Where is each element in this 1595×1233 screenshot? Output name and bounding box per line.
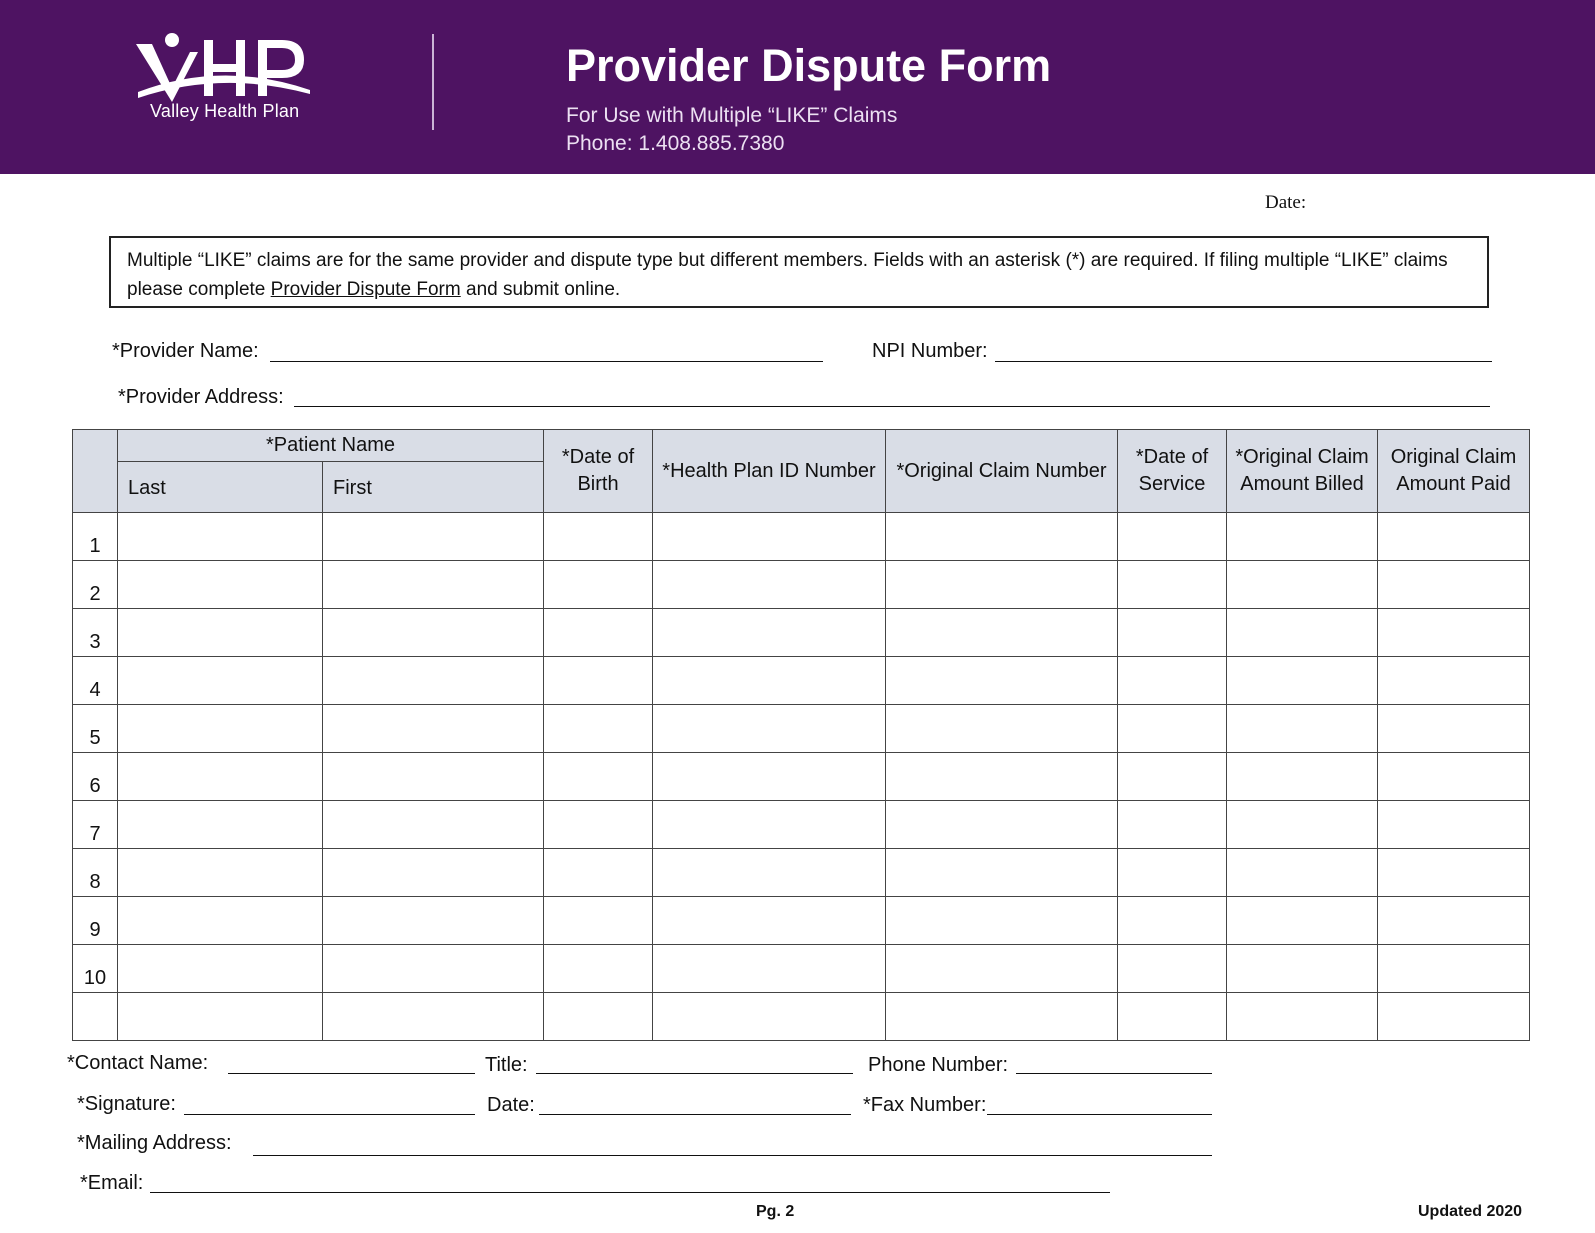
health-plan-id-cell[interactable] <box>653 561 886 609</box>
health-plan-id-cell[interactable] <box>653 897 886 945</box>
row-number: 4 <box>73 657 118 705</box>
date-of-service-cell[interactable] <box>1118 849 1227 897</box>
last-name-cell[interactable] <box>118 849 323 897</box>
date-of-birth-cell[interactable] <box>544 753 653 801</box>
date-field-label: Date: <box>487 1094 535 1116</box>
first-name-cell[interactable] <box>323 705 544 753</box>
date-of-birth-header: *Date of Birth <box>544 430 653 513</box>
first-name-header: First <box>323 462 544 513</box>
row-number: 1 <box>73 513 118 561</box>
date-of-service-cell[interactable] <box>1118 561 1227 609</box>
row-number: 2 <box>73 561 118 609</box>
npi-number-field[interactable] <box>995 361 1492 362</box>
fax-number-field[interactable] <box>987 1114 1212 1115</box>
date-of-service-cell[interactable] <box>1118 705 1227 753</box>
last-name-header: Last <box>118 462 323 513</box>
claim-amount-billed-cell[interactable] <box>1227 753 1378 801</box>
table-row <box>73 609 1530 657</box>
claim-amount-paid-cell[interactable] <box>1378 945 1530 993</box>
date-of-service-cell[interactable] <box>1118 801 1227 849</box>
claim-amount-paid-cell[interactable] <box>1378 849 1530 897</box>
last-name-cell[interactable] <box>118 609 323 657</box>
original-claim-number-cell[interactable] <box>886 561 1118 609</box>
first-name-cell[interactable] <box>323 993 544 1041</box>
first-name-cell[interactable] <box>323 657 544 705</box>
last-name-cell[interactable] <box>118 753 323 801</box>
table-row <box>73 849 1530 897</box>
page-title: Provider Dispute Form <box>566 40 1052 91</box>
claim-amount-billed-cell[interactable] <box>1227 897 1378 945</box>
claim-amount-paid-cell[interactable] <box>1378 513 1530 561</box>
table-row <box>73 657 1530 705</box>
last-name-cell[interactable] <box>118 897 323 945</box>
first-name-cell[interactable] <box>323 801 544 849</box>
date-of-service-cell[interactable] <box>1118 993 1227 1041</box>
first-name-cell[interactable] <box>323 561 544 609</box>
contact-name-label: *Contact Name: <box>67 1052 209 1074</box>
row-number-header <box>73 430 118 513</box>
date-of-birth-cell[interactable] <box>544 801 653 849</box>
date-of-birth-cell[interactable] <box>544 897 653 945</box>
notice-text-end: and submit online. <box>460 279 621 300</box>
signature-label: *Signature: <box>77 1093 176 1115</box>
date-of-birth-cell[interactable] <box>544 849 653 897</box>
health-plan-id-cell[interactable] <box>653 993 886 1041</box>
date-of-birth-cell[interactable] <box>544 993 653 1041</box>
date-of-birth-cell[interactable] <box>544 657 653 705</box>
date-label: Date: <box>1265 192 1307 213</box>
table-row <box>73 945 1530 993</box>
claim-amount-billed-cell[interactable] <box>1227 801 1378 849</box>
claim-amount-paid-header: Original Claim Amount Paid <box>1378 430 1530 513</box>
last-name-cell[interactable] <box>118 561 323 609</box>
row-number: 10 <box>73 945 118 993</box>
claim-amount-billed-cell[interactable] <box>1227 993 1378 1041</box>
date-of-service-cell[interactable] <box>1118 513 1227 561</box>
date-of-birth-cell[interactable] <box>544 705 653 753</box>
row-number: 6 <box>73 753 118 801</box>
patient-name-header: *Patient Name <box>118 430 544 462</box>
table-row <box>73 897 1530 945</box>
health-plan-id-cell[interactable] <box>653 609 886 657</box>
health-plan-id-cell[interactable] <box>653 801 886 849</box>
original-claim-number-cell[interactable] <box>886 849 1118 897</box>
health-plan-id-cell[interactable] <box>653 657 886 705</box>
health-plan-id-header: *Health Plan ID Number <box>653 430 886 513</box>
original-claim-number-cell[interactable] <box>886 513 1118 561</box>
original-claim-number-cell[interactable] <box>886 705 1118 753</box>
phone-number-field[interactable] <box>1016 1073 1212 1074</box>
table-row <box>73 801 1530 849</box>
row-number: 3 <box>73 609 118 657</box>
mailing-address-field[interactable] <box>253 1155 1212 1156</box>
title-label: Title: <box>485 1054 528 1076</box>
health-plan-id-cell[interactable] <box>653 705 886 753</box>
date-of-birth-cell[interactable] <box>544 513 653 561</box>
notice-box <box>109 236 1489 308</box>
original-claim-number-cell[interactable] <box>886 657 1118 705</box>
date-of-service-header: *Date of Service <box>1118 430 1227 513</box>
row-number <box>73 993 118 1041</box>
claim-amount-paid-cell[interactable] <box>1378 897 1530 945</box>
first-name-cell[interactable] <box>323 945 544 993</box>
row-number: 9 <box>73 897 118 945</box>
title-field[interactable] <box>536 1073 853 1074</box>
row-number: 8 <box>73 849 118 897</box>
date-of-service-cell[interactable] <box>1118 753 1227 801</box>
row-number: 5 <box>73 705 118 753</box>
notice-text-start: Multiple “LIKE” claims are for the same provider and dispute type but different members. Fields with an asterisk (*) are required. If filing multiple “LIKE” claims please complete <box>127 250 1448 300</box>
header-divider <box>432 34 434 130</box>
claim-amount-paid-cell[interactable] <box>1378 609 1530 657</box>
provider-name-field[interactable] <box>270 361 823 362</box>
claim-amount-billed-header: *Original Claim Amount Billed <box>1227 430 1378 513</box>
claim-amount-paid-cell[interactable] <box>1378 753 1530 801</box>
claim-amount-paid-cell[interactable] <box>1378 993 1530 1041</box>
mailing-address-label: *Mailing Address: <box>77 1132 232 1154</box>
first-name-cell[interactable] <box>323 513 544 561</box>
date-of-service-cell[interactable] <box>1118 897 1227 945</box>
claim-amount-billed-cell[interactable] <box>1227 849 1378 897</box>
last-name-cell[interactable] <box>118 801 323 849</box>
date-field[interactable] <box>539 1114 851 1115</box>
health-plan-id-cell[interactable] <box>653 753 886 801</box>
claim-amount-billed-cell[interactable] <box>1227 945 1378 993</box>
claims-table <box>72 429 1530 1041</box>
table-row <box>73 513 1530 561</box>
first-name-cell[interactable] <box>323 897 544 945</box>
first-name-cell[interactable] <box>323 753 544 801</box>
provider-name-label: *Provider Name: <box>112 340 259 362</box>
claim-amount-paid-cell[interactable] <box>1378 561 1530 609</box>
date-of-birth-cell[interactable] <box>544 609 653 657</box>
health-plan-id-cell[interactable] <box>653 513 886 561</box>
claim-amount-billed-cell[interactable] <box>1227 513 1378 561</box>
claim-amount-paid-cell[interactable] <box>1378 657 1530 705</box>
table-row <box>73 705 1530 753</box>
claim-amount-billed-cell[interactable] <box>1227 657 1378 705</box>
table-row <box>73 753 1530 801</box>
signature-field[interactable] <box>184 1114 475 1115</box>
last-name-cell[interactable] <box>118 993 323 1041</box>
date-of-service-cell[interactable] <box>1118 945 1227 993</box>
first-name-cell[interactable] <box>323 849 544 897</box>
email-label: *Email: <box>80 1172 144 1194</box>
row-number: 7 <box>73 801 118 849</box>
npi-number-label: NPI Number: <box>872 340 988 362</box>
last-name-cell[interactable] <box>118 513 323 561</box>
claim-amount-billed-cell[interactable] <box>1227 609 1378 657</box>
updated-label: Updated 2020 <box>1418 1203 1523 1220</box>
original-claim-number-cell[interactable] <box>886 897 1118 945</box>
logo-text: Valley Health Plan <box>150 101 300 121</box>
health-plan-id-cell[interactable] <box>653 849 886 897</box>
last-name-cell[interactable] <box>118 657 323 705</box>
header-banner <box>0 0 1595 174</box>
provider-address-label: *Provider Address: <box>118 386 284 408</box>
last-name-cell[interactable] <box>118 945 323 993</box>
provider-address-field[interactable] <box>294 406 1490 407</box>
first-name-cell[interactable] <box>323 609 544 657</box>
original-claim-number-header: *Original Claim Number <box>886 430 1118 513</box>
table-row <box>73 993 1530 1041</box>
page-number: Pg. 2 <box>756 1203 795 1220</box>
phone-number-label: Phone Number: <box>868 1054 1009 1076</box>
email-field[interactable] <box>150 1192 1110 1193</box>
claim-amount-billed-cell[interactable] <box>1227 705 1378 753</box>
health-plan-id-cell[interactable] <box>653 945 886 993</box>
original-claim-number-cell[interactable] <box>886 993 1118 1041</box>
header-phone: Phone: 1.408.885.7380 <box>566 132 785 155</box>
original-claim-number-cell[interactable] <box>886 945 1118 993</box>
date-of-service-cell[interactable] <box>1118 657 1227 705</box>
claim-amount-paid-cell[interactable] <box>1378 705 1530 753</box>
original-claim-number-cell[interactable] <box>886 609 1118 657</box>
claim-amount-paid-cell[interactable] <box>1378 801 1530 849</box>
last-name-cell[interactable] <box>118 705 323 753</box>
date-of-service-cell[interactable] <box>1118 609 1227 657</box>
contact-name-field[interactable] <box>228 1073 475 1074</box>
original-claim-number-cell[interactable] <box>886 753 1118 801</box>
claim-amount-billed-cell[interactable] <box>1227 561 1378 609</box>
table-row <box>73 561 1530 609</box>
original-claim-number-cell[interactable] <box>886 801 1118 849</box>
date-of-birth-cell[interactable] <box>544 945 653 993</box>
fax-number-label: *Fax Number: <box>863 1094 987 1116</box>
provider-dispute-form-link[interactable]: Provider Dispute Form <box>270 279 461 300</box>
page-subtitle: For Use with Multiple “LIKE” Claims <box>566 104 898 127</box>
date-of-birth-cell[interactable] <box>544 561 653 609</box>
